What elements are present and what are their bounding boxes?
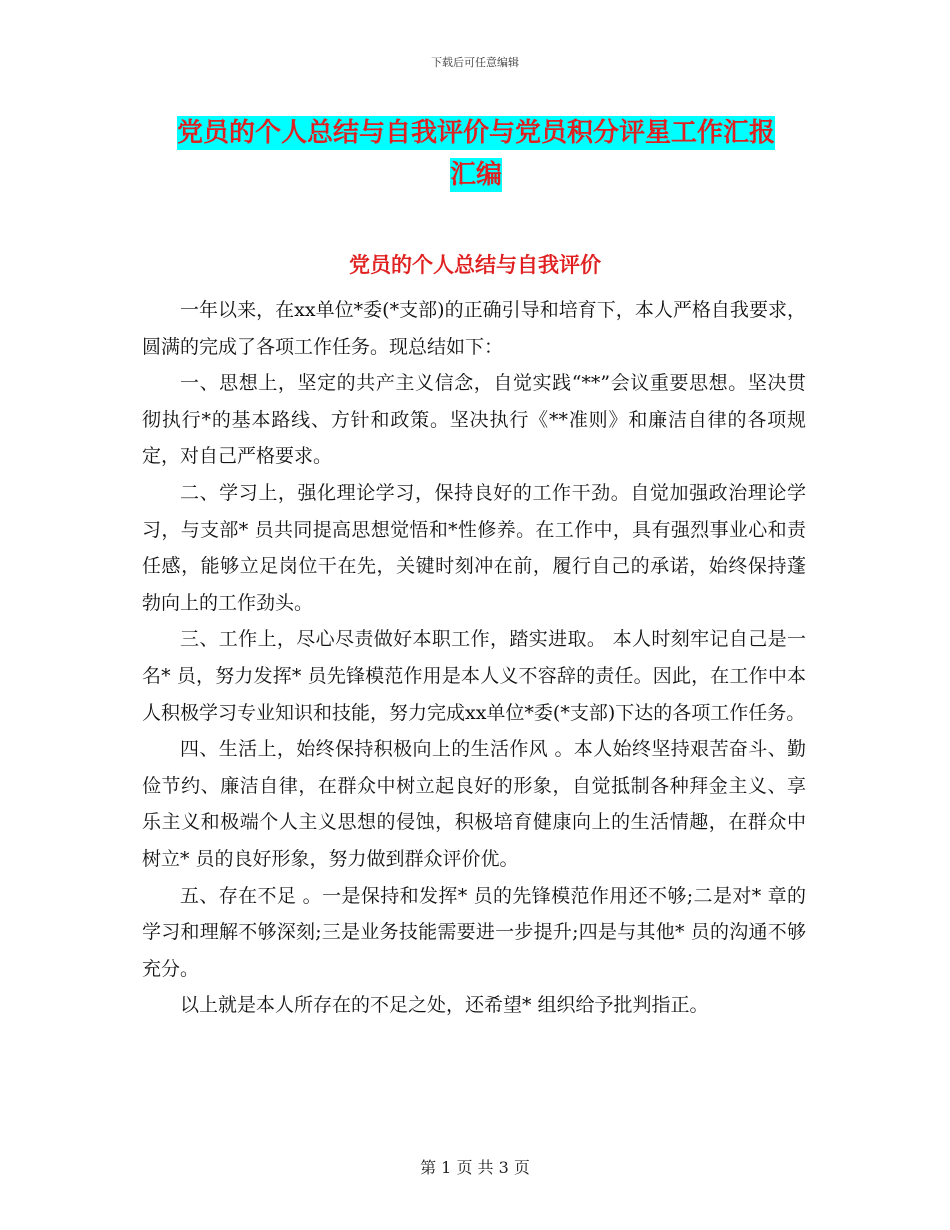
section-title: 党员的个人总结与自我评价 xyxy=(349,253,601,277)
paragraph-shortcomings: 五、存在不足 。一是保持和发挥* 员的先锋模范作用还不够;二是对* 章的学习和理解不够深刻;三是业务技能需要进一步提升;四是与其他* 员的沟通不够充分。 xyxy=(142,884,806,980)
document-title-line-1: 党员的个人总结与自我评价与党员积分评星工作汇报 xyxy=(176,118,775,148)
paragraph-closing: 以上就是本人所存在的不足之处，还希望* 组织给予批判指正。 xyxy=(180,994,709,1017)
document-body xyxy=(142,292,806,1024)
header-note: 下载后可任意编辑 xyxy=(431,56,519,69)
document-title-line-2: 汇编 xyxy=(449,160,502,190)
paragraph-intro: 一年以来，在xx单位*委(*支部)的正确引导和培育下，本人严格自我要求，圆满的完成了各项工作任务。现总结如下： xyxy=(142,299,806,358)
paragraph-life: 四、生活上，始终保持积极向上的生活作风 。本人始终坚持艰苦奋斗、勤俭节约、廉洁自律，在群众中树立起良好的形象，自觉抵制各种拜金主义、享乐主义和极端个人主义思想的侵蚀，积极培育健康向上的生活情趣，在群众中树立* 员的良好形象，努力做到群众评价优。 xyxy=(142,738,806,870)
document-title xyxy=(140,112,812,196)
page-footer: 第 1 页 共 3 页 xyxy=(420,1158,530,1177)
paragraph-work: 三、工作上，尽心尽责做好本职工作，踏实进取。 本人时刻牢记自己是一名* 员，努力发挥* 员先锋模范作用是本人义不容辞的责任。因此，在工作中本人积极学习专业知识和技能，努力完成xx单位*委(*支部)下达的各项工作任务。 xyxy=(142,628,806,724)
paragraph-study: 二、学习上，强化理论学习，保持良好的工作干劲。自觉加强政治理论学习，与支部* 员共同提高思想觉悟和*性修养。在工作中，具有强烈事业心和责任感，能够立足岗位干在先，关键时刻冲在前，履行自己的承诺，始终保持蓬勃向上的工作劲头。 xyxy=(142,481,806,614)
paragraph-thought: 一、思想上，坚定的共产主义信念，自觉实践“**”会议重要思想。坚决贯彻执行*的基本路线、方针和政策。坚决执行《**准则》和廉洁自律的各项规定，对自己严格要求。 xyxy=(142,372,806,468)
